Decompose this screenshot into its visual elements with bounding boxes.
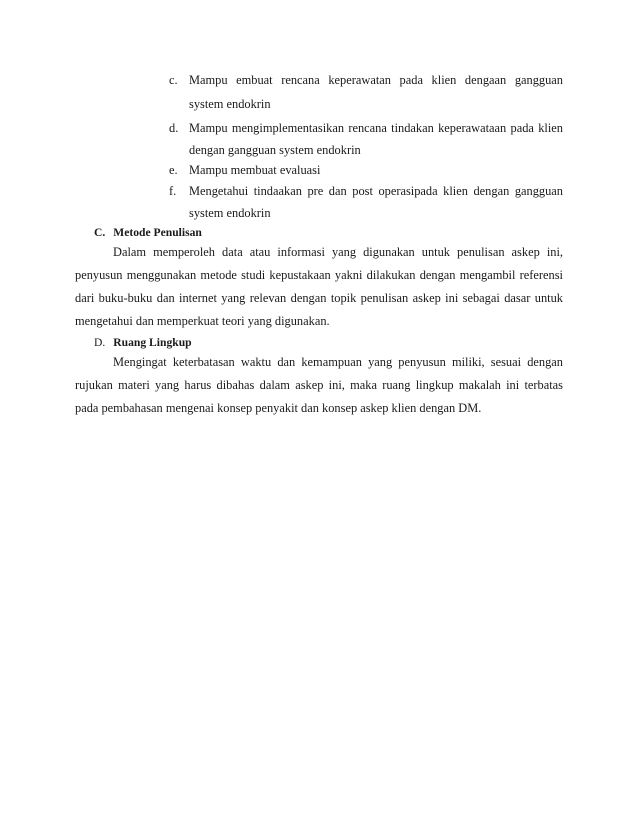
paragraph-line: Mengingat keterbatasan waktu dan kemampuan yang penyusun miliki, sesuai dengan — [113, 355, 563, 369]
objective-text-line: Mampu membuat evaluasi — [189, 163, 321, 177]
paragraph-line: Dalam memperoleh data atau informasi yang digunakan untuk penulisan askep ini, — [113, 245, 563, 259]
list-marker: c. — [169, 73, 178, 87]
section-d-heading — [94, 335, 192, 350]
objective-text-line: Mampu embuat rencana keperawatan pada klien dengaan gangguan — [189, 73, 563, 87]
list-marker: f. — [169, 184, 177, 198]
objective-text-line: system endokrin — [189, 206, 271, 220]
objective-text-line: dengan gangguan system endokrin — [189, 143, 361, 157]
list-marker: d. — [169, 121, 179, 135]
section-title: Metode Penulisan — [113, 226, 202, 239]
section-c-heading — [94, 225, 202, 240]
section-letter: C. — [94, 226, 106, 239]
objective-text-line: Mampu mengimplementasikan rencana tindakan keperawataan pada klien — [189, 121, 563, 135]
list-marker: e. — [169, 163, 178, 177]
paragraph-line: pada pembahasan mengenai konsep penyakit dan konsep askep klien dengan DM. — [75, 401, 482, 415]
objective-text-line: system endokrin — [189, 97, 271, 111]
paragraph-line: penyusun menggunakan metode studi kepustakaan yakni dilakukan dengan mengambil referensi — [75, 268, 563, 282]
paragraph-line: dari buku-buku dan internet yang relevan dengan topik penulisan askep ini sebagai dasar untuk — [75, 291, 563, 305]
section-letter: D. — [94, 336, 106, 349]
paragraph-line: rujukan materi yang harus dibahas dalam askep ini, maka ruang lingkup makalah ini terbatas — [75, 378, 563, 392]
section-title: Ruang Lingkup — [113, 336, 192, 349]
paragraph-line: mengetahui dan memperkuat teori yang digunakan. — [75, 314, 330, 328]
objective-text-line: Mengetahui tindaakan pre dan post operasipada klien dengan gangguan — [189, 184, 563, 198]
